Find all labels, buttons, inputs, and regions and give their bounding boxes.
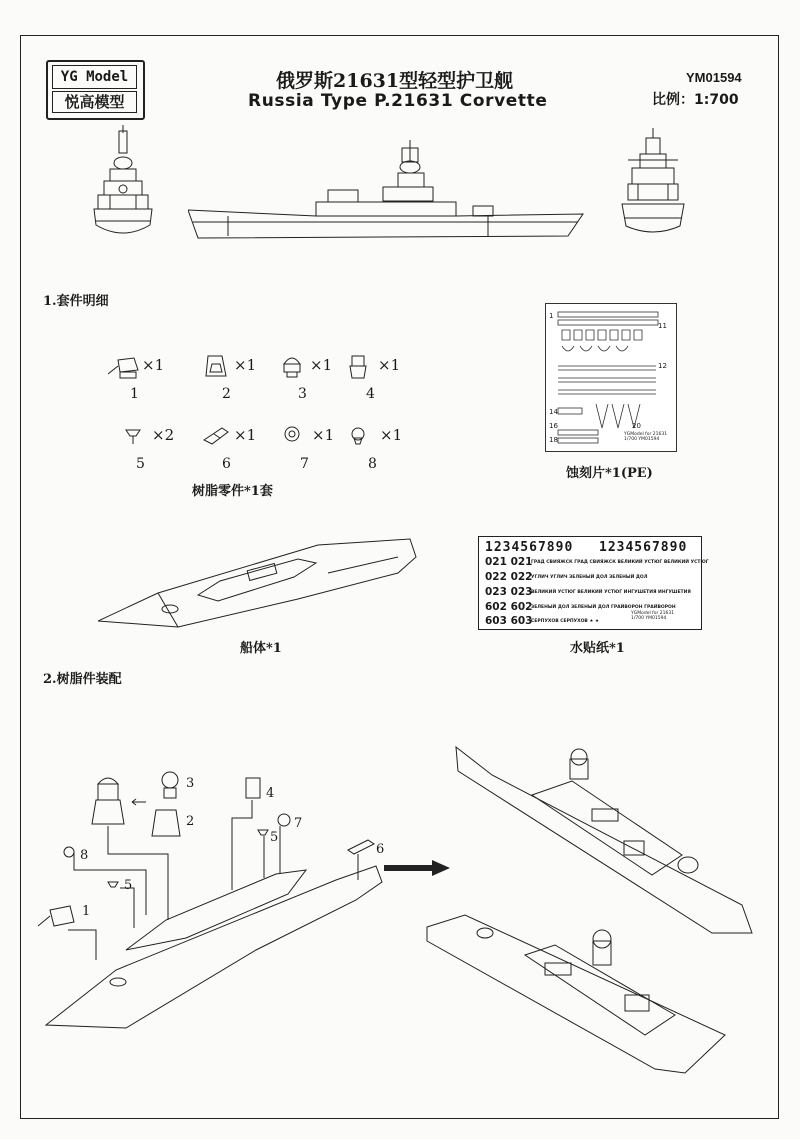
director-icon [346,422,380,452]
callout-4: 4 [266,786,275,801]
product-code: YM01594 [686,70,742,85]
part-2-qty: ×1 [234,356,257,374]
assembly-diagram [36,770,406,1040]
part-8-number: 8 [368,456,377,472]
part-8-qty: ×1 [380,426,403,444]
ship-side-view [188,140,593,242]
callout-2: 2 [186,814,195,829]
part-3-number: 3 [298,386,307,402]
decal-sheet [478,536,709,630]
decal-row-021: 021 021 [485,556,533,568]
radar-dome-icon [276,352,310,382]
ciws-mount-icon [344,352,378,382]
part-5 [118,422,192,484]
part-5-number: 5 [136,456,145,472]
decal-digits-left: 1234567890 [485,540,574,555]
pe-number-18: 18 [549,436,558,444]
part-2-number: 2 [222,386,231,402]
part-4-number: 4 [366,386,375,402]
sensor-cluster-icon [278,422,312,452]
title-english: Russia Type P.21631 Corvette [248,91,548,111]
decal-names-603: СЕРПУХОВ СЕРПУХОВ ★ ★ [531,619,600,624]
part-6-qty: ×1 [234,426,257,444]
pe-number-14: 14 [549,408,558,416]
callout-8: 8 [80,848,89,863]
boat-icon [200,422,234,452]
completed-ship-view-2 [425,905,745,1075]
part-6-number: 6 [222,456,231,472]
part-1 [108,352,182,414]
part-5-qty: ×2 [152,426,175,444]
part-3 [276,352,350,414]
callout-7: 7 [294,816,303,831]
pe-number-11: 11 [658,322,667,330]
gun-turret-icon [108,352,142,382]
decal-names-022: УГЛИЧ УГЛИЧ ЗЕЛЕНЫЙ ДОЛ ЗЕЛЕНЫЙ ДОЛ [531,575,648,580]
pe-number-16: 16 [549,422,558,430]
part-8 [346,422,420,484]
pe-footer: YGModel for 21631 1/700 YM01594 [624,432,668,442]
callout-3: 3 [186,776,195,791]
decal-row-023: 023 023 [485,586,533,598]
callout-6: 6 [376,842,385,857]
decal-names-021: ГРАД СВИЯЖСК ГРАД СВИЯЖСК ВЕЛИКИЙ УСТЮГ ВЕЛИКИЙ УСТЮГ [531,560,709,565]
pe-number-12: 12 [658,362,667,370]
part-1-qty: ×1 [142,356,165,374]
logo-chinese: 悦高模型 [52,91,137,113]
pe-number-20: 20 [632,422,641,430]
part-7-number: 7 [300,456,309,472]
ship-rear-view [618,128,688,240]
decal-digits-right: 1234567890 [599,540,688,555]
resin-parts-caption: 树脂零件*1套 [192,484,273,499]
part-4 [344,352,418,414]
part-3-qty: ×1 [310,356,333,374]
photo-etch-parts-drawing [546,304,676,451]
callout-5b: 5 [124,878,133,893]
part-7-qty: ×1 [312,426,335,444]
part-2 [200,352,274,414]
small-mount-icon [118,422,152,452]
ship-front-view [88,125,158,243]
hull-caption: 船体*1 [240,641,282,656]
section-heading-kit-contents: 1.套件明细 [43,294,109,309]
photo-etch-caption: 蚀刻片*1(PE) [566,466,653,481]
decal-row-602: 602 602 [485,601,533,613]
decal-names-602: ЗЕЛЕНЫЙ ДОЛ ЗЕЛЕНЫЙ ДОЛ ГРАЙВОРОН ГРАЙВОРОН [531,605,676,610]
assembly-arrow-icon [384,860,450,876]
part-7 [278,422,352,484]
part-4-qty: ×1 [378,356,401,374]
photo-etch-fret [545,303,677,452]
decal-footer: YGModel for 21631 1/700 YM01594 [631,611,675,621]
part-1-number: 1 [130,386,139,402]
decal-names-023: ВЕЛИКИЙ УСТЮГ ВЕЛИКИЙ УСТЮГ ИНГУШЕТИЯ ИНГУШЕТИЯ [531,590,691,595]
logo-english: YG Model [52,65,137,89]
radar-mount-icon [200,352,234,382]
section-heading-resin-assembly: 2.树脂件装配 [43,672,122,687]
scale-label: 比例：1:700 [652,92,739,108]
callout-5a: 5 [270,830,279,845]
decal-row-603: 603 603 [485,615,533,627]
pe-number-1: 1 [549,312,554,320]
title-chinese: 俄罗斯21631型轻型护卫舰 [276,70,514,92]
callout-1: 1 [82,904,91,919]
part-6 [200,422,274,484]
brand-logo [46,60,145,120]
decal-row-022: 022 022 [485,571,533,583]
hull-drawing [98,533,428,635]
decal-caption: 水贴纸*1 [570,641,625,656]
